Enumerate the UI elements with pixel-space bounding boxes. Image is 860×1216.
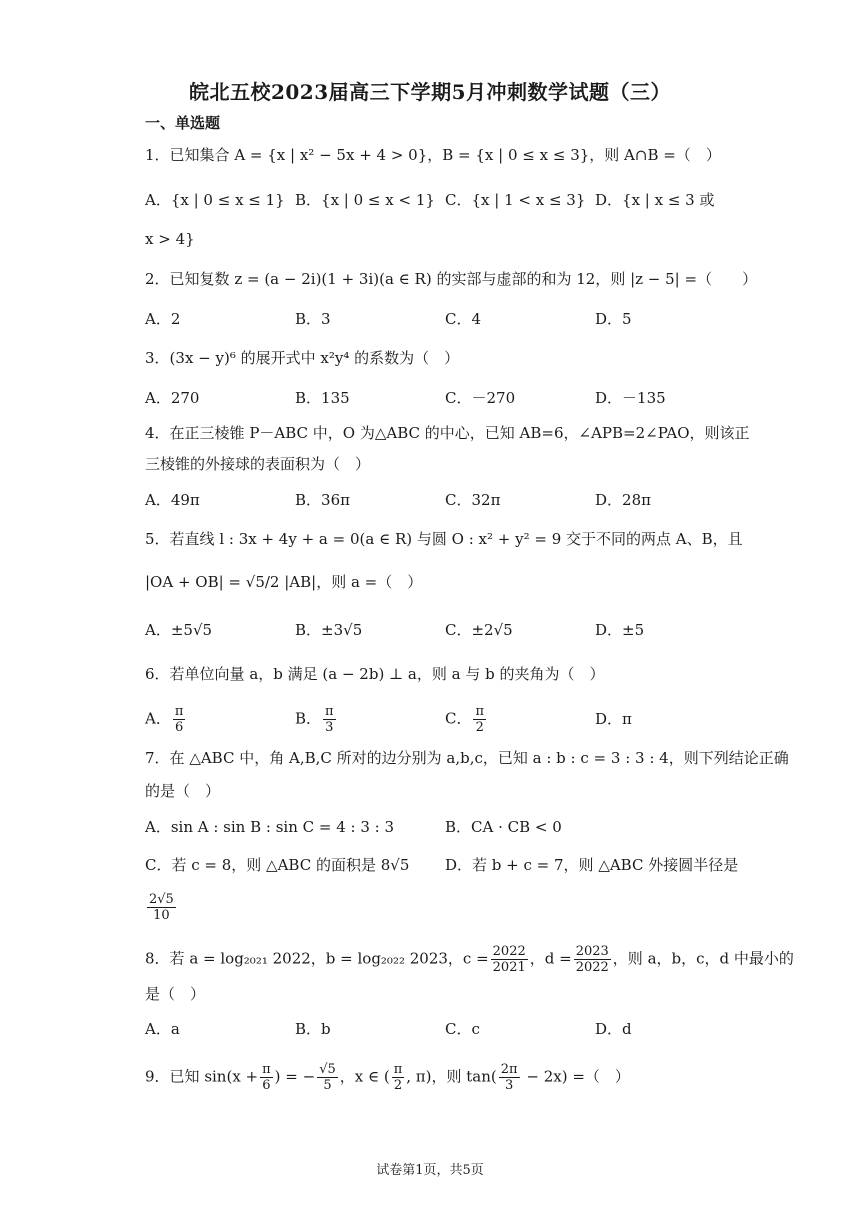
question-4-option-a[interactable]: A．49π xyxy=(145,491,200,509)
question-9-stem: 9．已知 sin(x + $\frac{\pi}{6}$ ) = − $\frac{√5}{5}$ ，x ∈ ( $\frac{\pi}{2}$ , π)，则 tan( $\frac{2\pi}{3}$ − 2x) =（ ） xyxy=(145,1062,630,1093)
question-1-option-c[interactable]: C．{x | 1 < x ≤ 3} xyxy=(445,191,586,209)
page-title: 皖北五校2023届高三下学期5月冲刺数学试题（三） xyxy=(188,80,672,104)
question-3-option-a[interactable]: A．270 xyxy=(145,389,200,407)
question-4-stem-line-2: 三棱锥的外接球的表面积为（ ） xyxy=(145,455,371,473)
fraction: $\frac{\pi}{3}$ xyxy=(325,704,334,735)
question-6-option-a[interactable]: A． $\frac{\pi}{6}$ xyxy=(145,704,184,735)
question-8-option-a[interactable]: A．a xyxy=(145,1020,180,1038)
question-6-option-b[interactable]: B． $\frac{\pi}{3}$ xyxy=(295,704,334,735)
question-4-option-c[interactable]: C．32π xyxy=(445,491,501,509)
question-8-option-b[interactable]: B．b xyxy=(295,1020,331,1038)
question-7-option-c[interactable]: C．若 c = 8，则 △ABC 的面积是 8√5 xyxy=(145,856,410,874)
question-8-stem-line-2: 是（ ） xyxy=(145,985,206,1003)
question-6-option-d[interactable]: D．π xyxy=(595,710,632,728)
question-6-stem: 6．若单位向量 a，b 满足 (a − 2b) ⊥ a，则 a 与 b 的夹角为（ ） xyxy=(145,665,605,683)
question-1-option-d[interactable]: D．{x | x ≤ 3 或 xyxy=(595,191,715,209)
fraction: $\frac{\pi}{2}$ xyxy=(393,1062,403,1093)
fraction: $\frac{√5}{5}$ xyxy=(319,1062,336,1093)
question-2-option-d[interactable]: D．5 xyxy=(595,310,632,328)
question-1-option-a[interactable]: A．{x | 0 ≤ x ≤ 1} xyxy=(145,191,285,209)
question-3-option-c[interactable]: C．－270 xyxy=(445,389,516,407)
question-7-option-b[interactable]: B．CA · CB < 0 xyxy=(445,818,562,836)
question-4-option-b[interactable]: B．36π xyxy=(295,491,350,509)
fraction: $\frac{\pi}{6}$ xyxy=(262,1062,271,1093)
fraction: $\frac{\pi}{2}$ xyxy=(475,704,485,735)
question-1-stem: 1．已知集合 A = {x | x² − 5x + 4 > 0}，B = {x | 0 ≤ x ≤ 3}，则 A∩B =（ ） xyxy=(145,146,721,164)
question-2-option-b[interactable]: B．3 xyxy=(295,310,331,328)
question-5-stem: 5．若直线 l : 3x + 4y + a = 0(a ∈ R) 与圆 O : x² + y² = 9 交于不同的两点 A、B，且 xyxy=(145,530,743,548)
question-3-stem: 3．(3x − y)⁶ 的展开式中 x²y⁴ 的系数为（ ） xyxy=(145,349,460,367)
question-3-option-b[interactable]: B．135 xyxy=(295,389,350,407)
question-5-option-a[interactable]: A．±5√5 xyxy=(145,621,213,639)
question-7-stem: 7．在 △ABC 中，角 A,B,C 所对的边分别为 a,b,c，已知 a : b : c = 3 : 3 : 4，则下列结论正确 xyxy=(145,749,789,767)
fraction: $\frac{\pi}{6}$ xyxy=(174,704,184,735)
question-7-stem-line-2: 的是（ ） xyxy=(145,782,221,800)
fraction: $\frac{2√5}{10}$ xyxy=(149,892,174,923)
question-5-option-c[interactable]: C．±2√5 xyxy=(445,621,513,639)
question-4-stem: 4．在正三棱锥 P－ABC 中，O 为△ABC 的中心，已知 AB=6，∠APB=2∠PAO，则该正 xyxy=(145,424,750,442)
question-7-option-d[interactable]: D．若 b + c = 7，则 △ABC 外接圆半径是 xyxy=(445,856,739,874)
question-7-option-d-value xyxy=(145,892,178,923)
page-footer: 试卷第1页，共5页 xyxy=(376,1163,484,1178)
question-7-option-a[interactable]: A．sin A : sin B : sin C = 4 : 3 : 3 xyxy=(145,818,395,836)
question-8-stem: 8．若 a = log₂₀₂₁ 2022，b = log₂₀₂₂ 2023，c = $\frac{2022}{2021}$ ，d = $\frac{2023}{2022}$ ，则 a，b，c，d 中最小的 xyxy=(145,944,794,975)
question-2-stem: 2．已知复数 z = (a − 2i)(1 + 3i)(a ∈ R) 的实部与虚部的和为 12，则 |z − 5| =（ ） xyxy=(145,270,758,288)
fraction: $\frac{2\pi}{3}$ xyxy=(500,1062,518,1093)
fraction: $\frac{2022}{2021}$ xyxy=(492,944,526,975)
question-5-option-d[interactable]: D．±5 xyxy=(595,621,645,639)
section-heading: 一、单选题 xyxy=(145,114,221,132)
question-5-stem-line-2: |OA + OB| = √5/2 |AB|，则 a =（ ） xyxy=(145,573,423,591)
question-4-option-d[interactable]: D．28π xyxy=(595,491,651,509)
question-6-option-c[interactable]: C． $\frac{\pi}{2}$ xyxy=(445,704,485,735)
question-2-option-a[interactable]: A．2 xyxy=(145,310,181,328)
question-2-option-c[interactable]: C．4 xyxy=(445,310,482,328)
fraction: $\frac{2023}{2022}$ xyxy=(575,944,609,975)
question-1-option-d-continued: x > 4} xyxy=(145,230,195,248)
question-3-option-d[interactable]: D．－135 xyxy=(595,389,666,407)
question-8-option-c[interactable]: C．c xyxy=(445,1020,480,1038)
question-5-option-b[interactable]: B．±3√5 xyxy=(295,621,363,639)
question-1-option-b[interactable]: B．{x | 0 ≤ x < 1} xyxy=(295,191,435,209)
question-8-option-d[interactable]: D．d xyxy=(595,1020,632,1038)
